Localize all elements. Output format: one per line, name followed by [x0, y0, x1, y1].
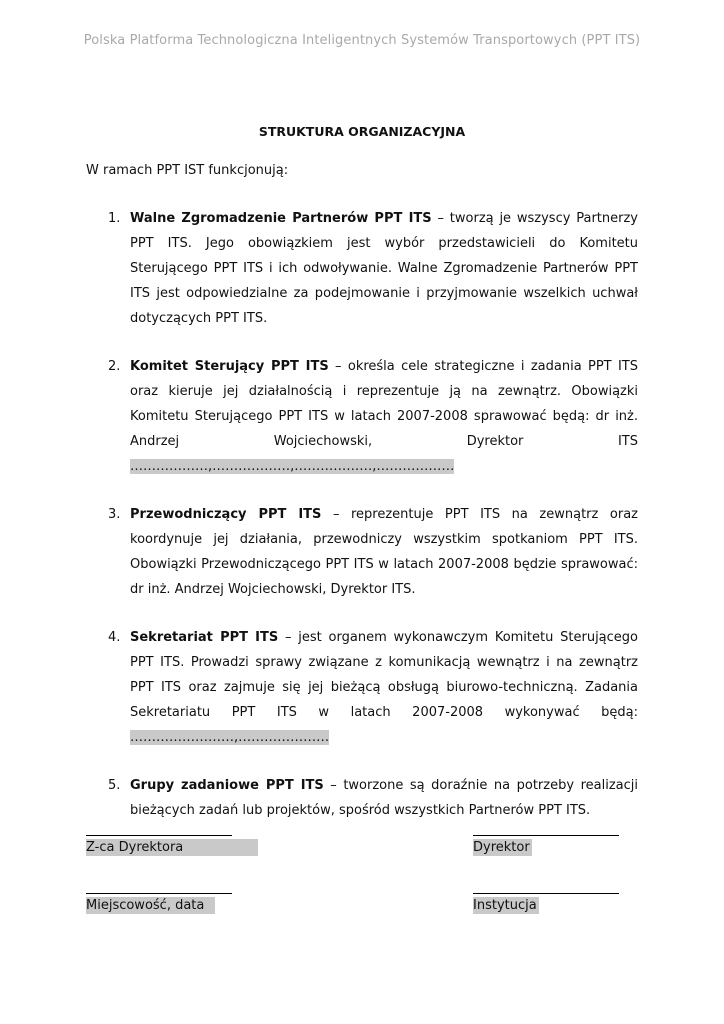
section-task-groups [0, 773, 638, 823]
signature-line [473, 835, 619, 836]
section-gap [0, 750, 724, 773]
section-text: – tworzone są doraźnie na potrzeby realizacji bieżących zadań lub projektów, spośród wszystkich Partnerów PPT ITS. [130, 778, 638, 818]
section-name: Walne Zgromadzenie Partnerów PPT ITS [130, 211, 432, 226]
section-gap [0, 331, 724, 354]
section-steering-committee [0, 354, 638, 479]
signature-deputy-director [86, 835, 258, 856]
section-secretariat [0, 625, 638, 750]
section-text: – jest organem wykonawczym Komitetu Sterującego PPT ITS. Prowadzi sprawy związane z komunikacją wewnątrz i na zewnątrz PPT ITS oraz zajmuje się jej bieżącą obsługą biurowo-techniczną. Zadania Sekretariatu PPT ITS w latach 2007-2008 wykonywać będą: [130, 630, 638, 720]
signature-place-date [86, 893, 232, 914]
form-field-placeholder[interactable]: ………………,………………,………………,……………… [130, 459, 455, 474]
section-general-assembly [0, 206, 638, 331]
signature-line [86, 835, 232, 836]
section-number: 5. [108, 778, 121, 793]
signature-director [473, 835, 619, 856]
signature-institution [473, 893, 619, 914]
section-number: 1. [108, 211, 121, 226]
section-text: – określa cele strategiczne i zadania PPT ITS oraz kieruje jej działalnością i reprezentuje ją na zewnątrz. Obowiązki Komitetu Sterującego PPT ITS w latach 2007-2008 sprawować będą: dr inż. Andrzej Wojciechowski, Dyrektor ITS [130, 359, 638, 449]
section-number: 3. [108, 507, 121, 522]
running-header: Polska Platforma Technologiczna Inteligentnych Systemów Transportowych (PPT ITS) [83, 33, 641, 48]
section-gap [0, 479, 724, 502]
section-gap [0, 602, 724, 625]
intro-text: W ramach PPT IST funkcjonują: [86, 163, 289, 178]
document-title: STRUKTURA ORGANIZACYJNA [258, 124, 466, 139]
section-number: 2. [108, 359, 121, 374]
section-number: 4. [108, 630, 121, 645]
signature-label[interactable]: Dyrektor [473, 840, 530, 855]
section-list [0, 206, 724, 823]
section-name: Sekretariat PPT ITS [130, 630, 279, 645]
section-text: – tworzą je wszyscy Partnerzy PPT ITS. Jego obowiązkiem jest wybór przedstawicieli do Komitetu Sterującego PPT ITS i ich odwoływanie. Walne Zgromadzenie Partnerów PPT ITS jest odpowiedzialne za podejmowanie i przyjmowanie wszelkich uchwał dotyczących PPT ITS. [130, 211, 638, 326]
form-field-placeholder[interactable]: ……………………,………………… [130, 730, 330, 745]
signature-line [473, 893, 619, 894]
section-name: Grupy zadaniowe PPT ITS [130, 778, 324, 793]
signature-label[interactable]: Z-ca Dyrektora [86, 839, 258, 856]
section-name: Przewodniczący PPT ITS [130, 507, 322, 522]
section-text: – reprezentuje PPT ITS na zewnątrz oraz koordynuje jej działania, przewodniczy wszystkim spotkaniom PPT ITS. Obowiązki Przewodniczącego PPT ITS w latach 2007-2008 będzie sprawować: dr inż. Andrzej Wojciechowski, Dyrektor ITS. [130, 507, 638, 597]
signature-label[interactable]: Instytucja [473, 898, 537, 913]
signature-label[interactable]: Miejscowość, data [86, 897, 215, 914]
signature-line [86, 893, 232, 894]
section-chairman [0, 502, 638, 602]
section-name: Komitet Sterujący PPT ITS [130, 359, 329, 374]
